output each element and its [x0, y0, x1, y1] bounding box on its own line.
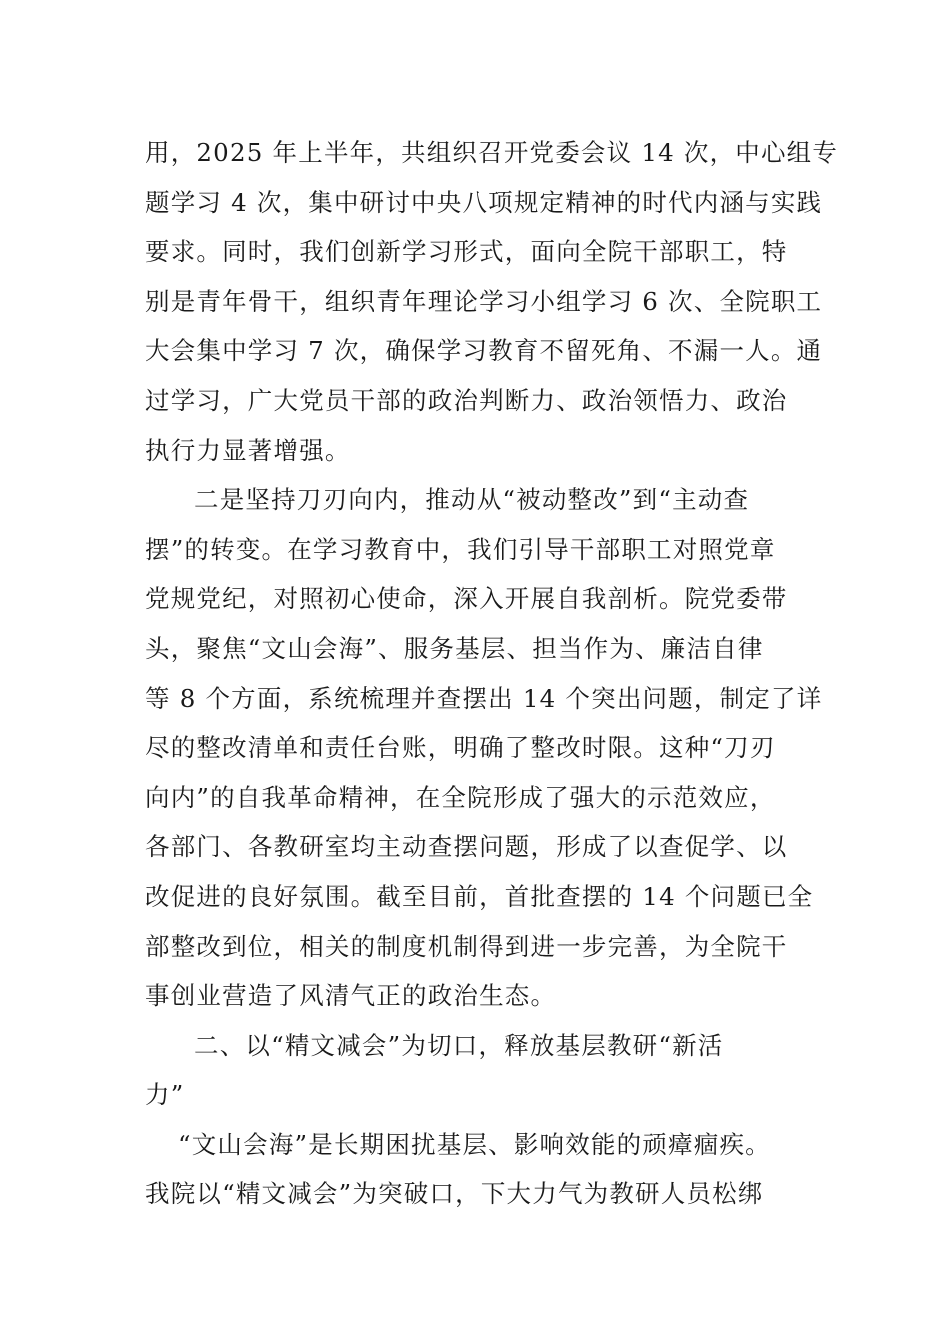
text-line: 党规党纪，对照初心使命，深入开展自我剖析。院党委带 — [145, 584, 788, 614]
text-line: 摆”的转变。在学习教育中，我们引导干部职工对照党章 — [145, 534, 776, 564]
text-line: 各部门、各教研室均主动查摆问题，形成了以查促学、以 — [145, 832, 788, 862]
text-line: 等 8 个方面，系统梳理并查摆出 14 个突出问题，制定了详 — [145, 683, 823, 713]
body-text — [145, 128, 839, 1219]
text-line: 事创业营造了风清气正的政治生态。 — [145, 981, 557, 1011]
section-heading-line: 二、以“精文减会”为切口，释放基层教研“新活 — [194, 1030, 724, 1060]
section-heading-line: 力” — [145, 1080, 185, 1110]
paragraph-start-line: “文山会海”是长期困扰基层、影响效能的顽瘴痼疾。 — [178, 1129, 771, 1159]
text-line: 用，2025 年上半年，共组织召开党委会议 14 次，中心组专 — [145, 138, 839, 167]
paragraph-start-line: 二是坚持刀刃向内，推动从“被动整改”到“主动查 — [194, 485, 750, 515]
text-line: 尽的整改清单和责任台账，明确了整改时限。这种“刀刃 — [145, 733, 776, 763]
text-line: 别是青年骨干，组织青年理论学习小组学习 6 次、全院职工 — [145, 286, 823, 316]
text-line: 大会集中学习 7 次，确保学习教育不留死角、不漏一人。通 — [145, 336, 823, 366]
text-line: 改促进的良好氛围。截至目前，首批查摆的 14 个问题已全 — [145, 881, 814, 911]
text-line: 向内”的自我革命精神，在全院形成了强大的示范效应， — [145, 782, 776, 812]
text-line: 头，聚焦“文山会海”、服务基层、担当作为、廉洁自律 — [145, 633, 764, 663]
text-line: 题学习 4 次，集中研讨中央八项规定精神的时代内涵与实践 — [145, 187, 823, 217]
text-line: 执行力显著增强。 — [145, 435, 351, 465]
text-line: 过学习，广大党员干部的政治判断力、政治领悟力、政治 — [145, 385, 788, 415]
text-line: 我院以“精文减会”为突破口，下大力气为教研人员松绑 — [145, 1179, 764, 1209]
text-line: 部整改到位，相关的制度机制得到进一步完善，为全院干 — [145, 931, 788, 961]
text-line: 要求。同时，我们创新学习形式，面向全院干部职工，特 — [145, 237, 788, 267]
